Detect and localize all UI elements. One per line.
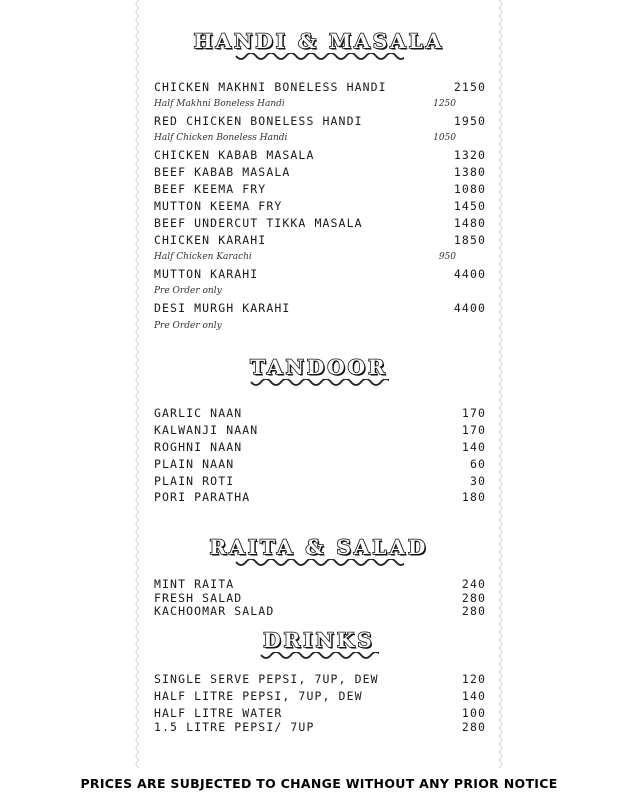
menu-item xyxy=(154,265,486,282)
item-name: MINT RAITA xyxy=(154,576,235,591)
note-name: Half Makhni Boneless Handi xyxy=(154,99,285,109)
wave-divider xyxy=(234,53,404,63)
item-name: PLAIN NAAN xyxy=(154,456,235,471)
item-name: SINGLE SERVE PEPSI, 7UP, DEW xyxy=(154,671,379,686)
menu-item xyxy=(154,687,486,704)
price-notice: PRICES ARE SUBJECTED TO CHANGE WITHOUT ANY PRIOR NOTICE xyxy=(80,776,558,791)
item-name: MUTTON KARAHI xyxy=(154,266,259,281)
menu-item xyxy=(154,78,486,95)
menu-item xyxy=(154,163,486,180)
section-title: DRINKS xyxy=(263,628,375,652)
item-name: CHICKEN KABAB MASALA xyxy=(154,147,315,162)
item-name: PLAIN ROTI xyxy=(154,473,235,488)
menu-item xyxy=(154,197,486,214)
section-title: RAITA & SALAD xyxy=(209,535,429,559)
menu-item xyxy=(154,404,486,421)
item-name: BEEF UNDERCUT TIKKA MASALA xyxy=(154,215,363,230)
item-name: KALWANJI NAAN xyxy=(154,422,259,437)
item-name: GARLIC NAAN xyxy=(154,405,243,420)
section-heading-tandoor xyxy=(141,355,497,389)
item-name: KACHOOMAR SALAD xyxy=(154,603,275,618)
scalloped-edge-left xyxy=(131,0,141,770)
item-price: 1480 xyxy=(453,215,486,230)
scalloped-edge-right xyxy=(497,0,507,770)
menu-item xyxy=(154,718,486,735)
menu-item xyxy=(154,180,486,197)
item-price: 1320 xyxy=(453,147,486,162)
item-price: 180 xyxy=(461,489,486,504)
item-name: 1.5 LITRE PEPSI/ 7UP xyxy=(154,719,315,734)
menu-item xyxy=(154,438,486,455)
wave-divider xyxy=(259,652,379,662)
menu-item xyxy=(154,670,486,687)
section-title: HANDI & MASALA xyxy=(193,29,445,53)
item-price: 240 xyxy=(461,576,486,591)
wave-divider xyxy=(234,559,404,569)
wave-divider xyxy=(249,379,389,389)
item-price: 60 xyxy=(469,456,486,471)
item-name: CHICKEN KARAHI xyxy=(154,232,267,247)
menu-item xyxy=(154,421,486,438)
note-name: Half Chicken Boneless Handi xyxy=(154,133,288,143)
menu-note xyxy=(154,97,456,111)
item-price: 4400 xyxy=(453,266,486,281)
item-price: 30 xyxy=(469,473,486,488)
item-name: PORI PARATHA xyxy=(154,489,251,504)
item-price: 1850 xyxy=(453,232,486,247)
menu-item xyxy=(154,112,486,129)
menu-item xyxy=(154,231,486,248)
section-heading-raita xyxy=(141,535,497,569)
item-name: BEEF KEEMA FRY xyxy=(154,181,267,196)
section-heading-handi xyxy=(141,29,497,63)
note-price: 950 xyxy=(438,252,456,262)
item-price: 1080 xyxy=(453,181,486,196)
item-price: 4400 xyxy=(453,300,486,315)
menu-item xyxy=(154,299,486,316)
item-price: 280 xyxy=(461,590,486,605)
item-price: 1380 xyxy=(453,164,486,179)
item-price: 2150 xyxy=(453,79,486,94)
item-price: 100 xyxy=(461,705,486,720)
menu-item xyxy=(154,488,486,505)
item-price: 170 xyxy=(461,405,486,420)
menu-note xyxy=(154,284,456,298)
item-name: RED CHICKEN BONELESS HANDI xyxy=(154,113,363,128)
item-price: 280 xyxy=(461,719,486,734)
item-name: HALF LITRE WATER xyxy=(154,705,283,720)
note-name: Pre Order only xyxy=(154,286,222,296)
item-price: 1950 xyxy=(453,113,486,128)
item-name: DESI MURGH KARAHI xyxy=(154,300,291,315)
item-price: 1450 xyxy=(453,198,486,213)
item-name: MUTTON KEEMA FRY xyxy=(154,198,283,213)
note-price: 1050 xyxy=(433,133,456,143)
menu-item xyxy=(154,602,486,619)
menu-note xyxy=(154,131,456,145)
menu-note xyxy=(154,319,456,333)
note-price: 1250 xyxy=(433,99,456,109)
item-price: 140 xyxy=(461,439,486,454)
item-name: CHICKEN MAKHNI BONELESS HANDI xyxy=(154,79,387,94)
menu-item xyxy=(154,455,486,472)
note-name: Pre Order only xyxy=(154,321,222,331)
note-name: Half Chicken Karachi xyxy=(154,252,252,262)
menu-item xyxy=(154,214,486,231)
menu-item xyxy=(154,472,486,489)
item-price: 170 xyxy=(461,422,486,437)
menu-note xyxy=(154,250,456,264)
item-price: 280 xyxy=(461,603,486,618)
item-name: HALF LITRE PEPSI, 7UP, DEW xyxy=(154,688,363,703)
menu-item xyxy=(154,146,486,163)
item-price: 140 xyxy=(461,688,486,703)
item-name: ROGHNI NAAN xyxy=(154,439,243,454)
section-heading-drinks xyxy=(141,628,497,662)
item-price: 120 xyxy=(461,671,486,686)
menu-page xyxy=(141,0,497,770)
item-name: FRESH SALAD xyxy=(154,590,243,605)
item-name: BEEF KABAB MASALA xyxy=(154,164,291,179)
section-title: TANDOOR xyxy=(250,355,388,379)
